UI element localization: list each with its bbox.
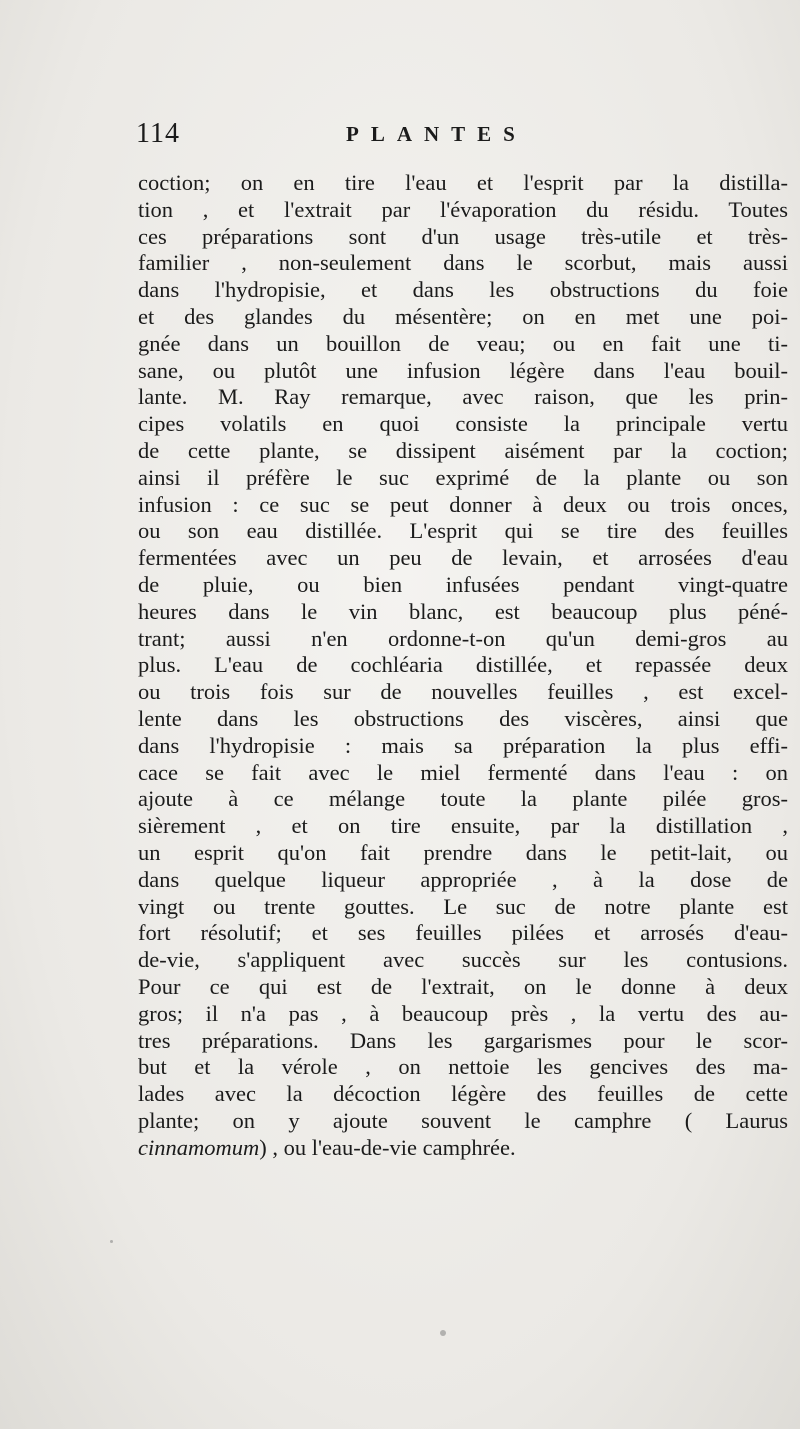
text-line: cace se fait avec le miel fermenté dans l'eau : on <box>138 759 788 785</box>
text-line: gros; il n'a pas , à beaucoup près , la vertu des au- <box>138 1000 788 1026</box>
text-line: lades avec la décoction légère des feuilles de cette <box>138 1081 788 1107</box>
text-line: heures dans le vin blanc, est beaucoup plus péné- <box>138 598 788 624</box>
paper-speck <box>110 1240 113 1243</box>
final-line-rest: ) , ou l'eau-de-vie camphrée. <box>259 1134 516 1160</box>
running-title: PLANTES <box>346 122 527 146</box>
text-line: tres préparations. Dans les gargarismes pour le scor- <box>138 1027 788 1053</box>
text-line: trant; aussi n'en ordonne-t-on qu'un demi-gros au <box>138 625 788 651</box>
text-line: familier , non-seulement dans le scorbut, mais aussi <box>138 250 788 276</box>
page-number: 114 <box>136 118 180 149</box>
text-line: cipes volatils en quoi consiste la principale vertu <box>138 411 788 437</box>
text-line: ou son eau distillée. L'esprit qui se tire des feuilles <box>138 518 788 544</box>
text-line-final <box>138 1135 788 1162</box>
text-line: ajoute à ce mélange toute la plante pilée gros- <box>138 786 788 812</box>
text-line: coction; on en tire l'eau et l'esprit par la distilla- <box>138 170 788 195</box>
text-line: de pluie, ou bien infusées pendant vingt-quatre <box>138 571 788 597</box>
text-line: lente dans les obstructions des viscères, ainsi que <box>138 705 788 731</box>
text-line: lante. M. Ray remarque, avec raison, que les prin- <box>138 384 788 410</box>
paper-speck <box>440 1330 446 1336</box>
text-line: et des glandes du mésentère; on en met une poi- <box>138 303 788 329</box>
body-text <box>138 170 788 1161</box>
text-line: de-vie, s'appliquent avec succès sur les contusions. <box>138 947 788 973</box>
text-line: infusion : ce suc se peut donner à deux ou trois onces, <box>138 491 788 517</box>
text-line: plante; on y ajoute souvent le camphre ( Laurus <box>138 1107 788 1133</box>
text-line: plus. L'eau de cochléaria distillée, et repassée deux <box>138 652 788 678</box>
text-line: tion , et l'extrait par l'évaporation du résidu. Toutes <box>138 196 788 222</box>
text-line: but et la vérole , on nettoie les gencives des ma- <box>138 1054 788 1080</box>
text-line: dans l'hydropisie : mais sa préparation la plus effi- <box>138 732 788 758</box>
latin-name-italic: cinnamomum <box>138 1134 260 1160</box>
text-line: sièrement , et on tire ensuite, par la distillation , <box>138 813 788 839</box>
text-line: ou trois fois sur de nouvelles feuilles , est excel- <box>138 679 788 705</box>
text-line: vingt ou trente gouttes. Le suc de notre plante est <box>138 893 788 919</box>
text-line: dans l'hydropisie, et dans les obstructions du foie <box>138 277 788 303</box>
text-line: Pour ce qui est de l'extrait, on le donne à deux <box>138 973 788 999</box>
text-line: un esprit qu'on fait prendre dans le petit-lait, ou <box>138 839 788 865</box>
page-header <box>136 118 776 158</box>
text-line: fermentées avec un peu de levain, et arrosées d'eau <box>138 545 788 571</box>
text-line: sane, ou plutôt une infusion légère dans l'eau bouil- <box>138 357 788 383</box>
text-line: ainsi il préfère le suc exprimé de la plante ou son <box>138 464 788 490</box>
text-line: gnée dans un bouillon de veau; ou en fait une ti- <box>138 330 788 356</box>
text-line: fort résolutif; et ses feuilles pilées et arrosés d'eau- <box>138 920 788 946</box>
text-line: ces préparations sont d'un usage très-utile et très- <box>138 223 788 249</box>
text-line: dans quelque liqueur appropriée , à la dose de <box>138 866 788 892</box>
text-line: de cette plante, se dissipent aisément par la coction; <box>138 437 788 463</box>
